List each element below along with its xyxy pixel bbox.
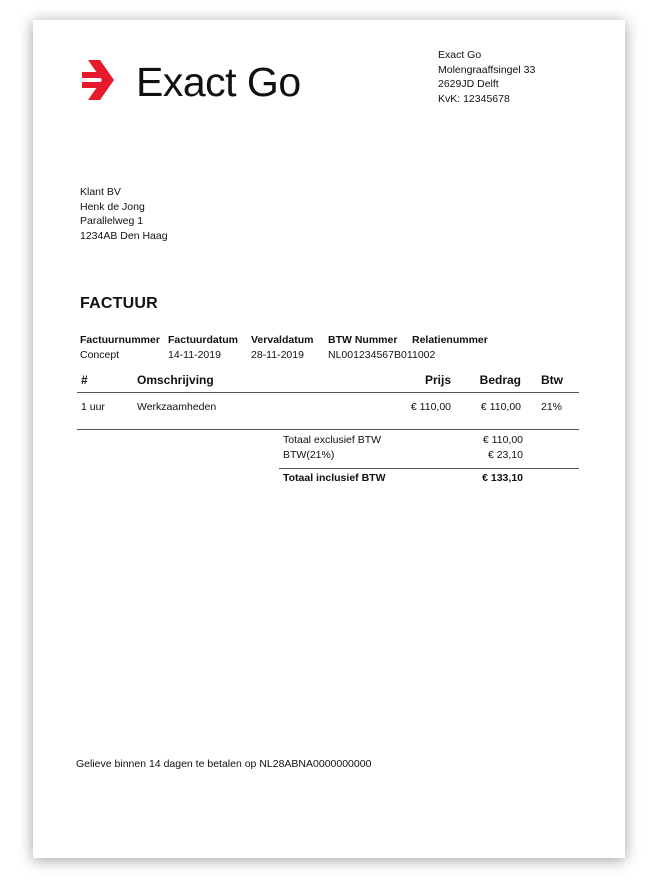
meta-value: 1002 xyxy=(412,348,436,361)
col-header-description: Omschrijving xyxy=(137,373,214,387)
sender-kvk: KvK: 12345678 xyxy=(438,92,510,105)
row-qty: 1 uur xyxy=(81,401,105,413)
total-excl-label: Totaal exclusief BTW xyxy=(283,434,382,446)
vat-row xyxy=(283,449,523,463)
sender-street: Molengraaffsingel 33 xyxy=(438,63,536,76)
total-excl-value: € 110,00 xyxy=(482,434,523,446)
meta-label: Vervaldatum xyxy=(251,334,314,346)
totals-divider xyxy=(279,468,579,469)
total-incl-label: Totaal inclusief BTW xyxy=(283,472,386,484)
meta-value: Concept xyxy=(80,348,120,361)
meta-label: Factuurdatum xyxy=(168,334,239,346)
payment-note: Gelieve binnen 14 dagen te betalen op NL28ABNA0000000000 xyxy=(76,758,372,770)
vat-value: € 23,10 xyxy=(487,449,523,461)
meta-invoice-number xyxy=(80,333,160,362)
sender-city: 2629JD Delft xyxy=(438,78,499,90)
meta-invoice-date xyxy=(168,333,238,362)
exact-go-logo xyxy=(80,56,312,110)
col-header-vat: Btw xyxy=(541,373,563,387)
meta-relation-number xyxy=(412,333,488,362)
header-divider xyxy=(77,392,579,393)
recipient-contact: Henk de Jong xyxy=(80,200,145,213)
total-incl-row xyxy=(283,472,523,486)
sender-address xyxy=(438,48,535,106)
row-price: € 110,00 xyxy=(410,401,451,413)
invoice-page xyxy=(33,20,625,858)
row-amount: € 110,00 xyxy=(480,401,521,413)
recipient-city: 1234AB Den Haag xyxy=(80,229,168,242)
row-vat: 21% xyxy=(540,401,562,413)
items-divider xyxy=(77,429,579,430)
col-header-price: Prijs xyxy=(424,373,451,387)
total-incl-value: € 133,10 xyxy=(482,472,523,484)
meta-value: 28-11-2019 xyxy=(251,348,304,361)
vat-label: BTW(21%) xyxy=(283,449,335,461)
meta-due-date xyxy=(251,333,313,362)
meta-label: Relatienummer xyxy=(412,334,488,346)
meta-label: BTW Nummer xyxy=(328,334,398,346)
exact-arrow-icon xyxy=(80,58,128,106)
sender-name: Exact Go xyxy=(438,49,482,61)
invoice-title: FACTUUR xyxy=(80,295,158,312)
col-header-qty: # xyxy=(81,373,88,387)
total-excl-row xyxy=(283,434,523,448)
meta-value: NL001234567B01 xyxy=(328,348,413,361)
meta-vat-number xyxy=(328,333,413,362)
recipient-street: Parallelweg 1 xyxy=(80,215,144,227)
recipient-company: Klant BV xyxy=(80,186,121,198)
logo-wordmark: Exact Go xyxy=(136,59,301,105)
meta-label: Factuurnummer xyxy=(80,334,160,346)
meta-value: 14-11-2019 xyxy=(168,348,221,361)
recipient-address xyxy=(80,185,168,243)
row-description: Werkzaamheden xyxy=(137,401,217,413)
col-header-amount: Bedrag xyxy=(479,373,521,387)
